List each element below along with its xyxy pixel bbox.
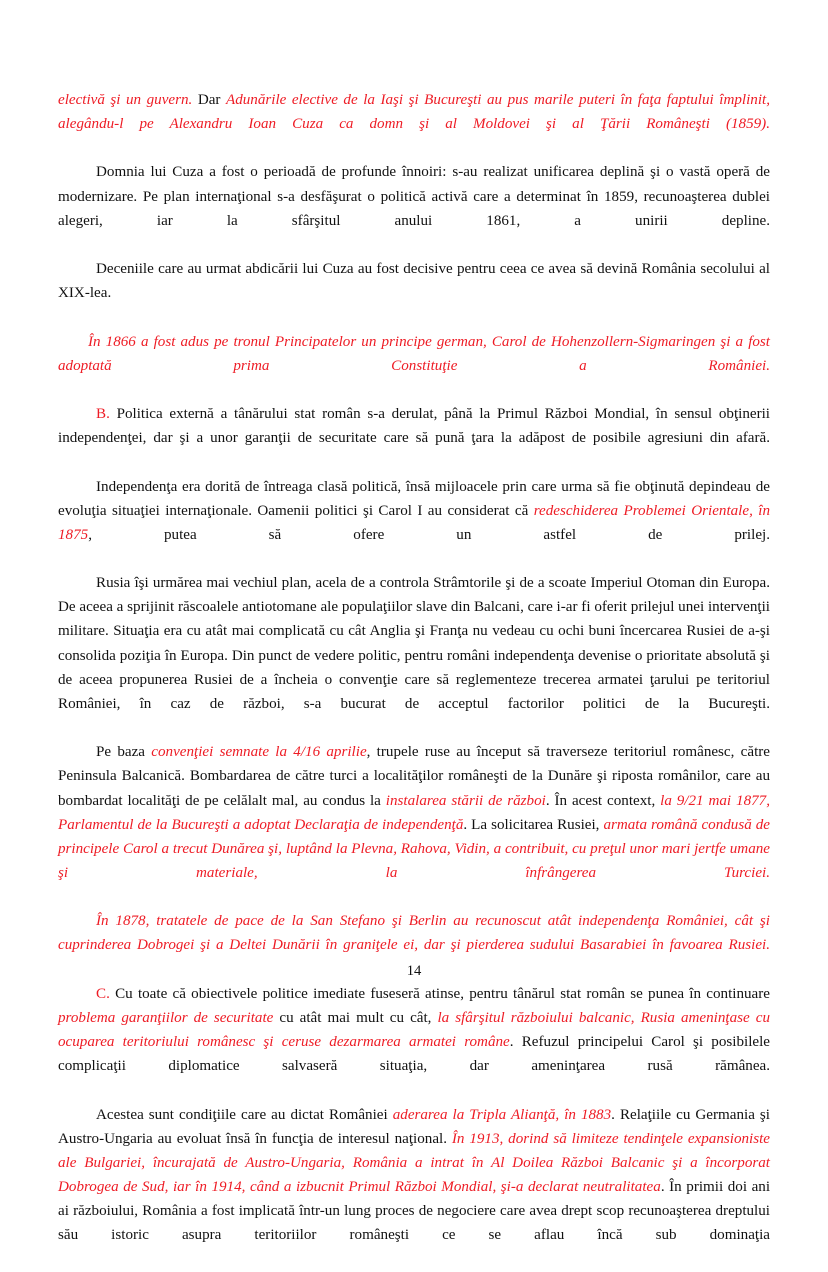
highlighted-text-run: redeschiderea Problemei Orientale, în 1875 [58,502,771,543]
paragraph [58,402,770,474]
paragraph [58,257,770,329]
highlighted-text-run: În 1866 a fost adus pe tronul Principatelor un principe german, Carol de Hohenzollern-Sigmaringen şi a fost adoptată prima Constituţie a României. [58,333,770,374]
paragraph [58,475,770,572]
highlighted-text-run: la sfârşitul războiului balcanic, Rusia ameninţase cu ocuparea teritoriului românesc şi ceruse dezarmarea armatei române [58,1009,770,1051]
text-run: Independenţa era dorită de întreaga clasă politică, însă mijloacele prin care urma să fie obţinută depindeau de evoluţia situaţiei internaţionale. Oamenii politici şi Carol I au considerat că [58,478,770,519]
text-run: Cu toate că obiectivele politice imediate fuseseră atinse, pentru tânărul stat român se punea în continuare [109,985,770,1002]
paragraph [58,330,770,402]
text-run: . În acest context, [545,792,661,809]
highlighted-text-run: convenţiei semnate la 4/16 aprilie [151,744,367,761]
highlighted-text-run: Adunările elective de la Iaşi şi Bucureşti au pus marile puteri în faţa faptului împlinit, alegându-l pe Alexandru Ioan Cuza ca domn şi al Moldovei şi al Ţării Româneşti (1859). [58,92,770,133]
text-run: Politica externă a tânărului stat român s-a derulat, până la Primul Război Mondial, în sensul obţinerii independenţei, dar şi a unor garanţii de securitate care să pună ţara la adăpost de posibile agresiuni din afară. [58,406,770,447]
highlighted-text-run: instalarea stării de război [385,792,546,809]
page-number: 14 [406,963,422,979]
text-run: . În primii doi ani ai războiului, România a fost implicată într-un lung proces de negociere care avea drept scop recunoaşterea dreptului său istoric asupra teritoriilor româneşti ce se aflau încă sub dominaţia [58,1179,771,1244]
paragraph [58,160,770,257]
text-run: Dar [192,92,226,108]
paragraph [58,982,770,1103]
text-run: . Refuzul principelui Carol şi posibilele complicaţii diplomatice salvaseră situaţia, dar ameninţarea rusă rămânea. [58,1034,770,1075]
page-body-text [58,88,770,1272]
text-run: , trupele ruse au început să traverseze teritoriul românesc, către Peninsula Balcanică. Bombardarea de către turci a localităţilor româneşti de la Dunăre şi riposta românilor, care au bombardat localităţi de pe celălalt mal, au condus la [58,744,770,809]
highlighted-text-run: armata română condusă de principele Carol a trecut Dunărea şi, luptând la Plevna, Rahova, Vidin, a contribuit, cu preţul unor mari jertfe umane şi materiale, la înfrângerea Turciei. [58,816,771,881]
text-run: Pe baza [96,744,152,761]
highlighted-text-run: aderarea la Tripla Alianţă, în 1883 [392,1106,612,1123]
highlighted-text-run: În 1913, dorind să limiteze tendinţele expansioniste ale Bulgariei, încurajată de Austro-Ungaria, România a intrat în Al Doilea Război Balcanic şi a încorporat Dobrogea de Sud, iar în 1914, când a izbucnit Primul Război Mondial, şi-a declarat neutralitatea [58,1130,770,1196]
paragraph [58,571,770,740]
highlighted-text-run: problema garanţiilor de securitate [58,1009,274,1026]
text-run: Acestea sunt condiţiile care au dictat României [96,1106,393,1123]
paragraph [58,740,770,909]
text-run: Rusia îşi urmărea mai vechiul plan, acela de a controla Strâmtorile şi de a scoate Imperiul Otoman din Europa. De aceea a sprijinit răscoalele antiotomane ale populaţiilor slave din Balcani, care i-ar fi oferit prilejul unei intervenţii militare. Situaţia era cu atât mai complicată cu cât Anglia şi Franţa nu vedeau cu ochi buni încercarea Rusiei de a-şi consolida poziţia în Europa. Din punct de vedere politic, pentru români independenţa devenise o prioritate absolută şi de aceea propunerea Rusiei de a încheia o convenţie care să reglementeze trecerea armatei ţarului pe teritoriul României, în caz de război, s-a bucurat de acceptul factorilor politici de la Bucureşti. [58,575,770,712]
highlighted-text-run: În 1878, tratatele de pace de la San Stefano şi Berlin au recunoscut atât independenţa României, cât şi cuprinderea Dobrogei şi a Deltei Dunării în graniţele ei, dar şi pierderea sudului Basarabiei în favoarea Rusiei. [58,913,770,954]
text-run: . Relaţiile cu Germania şi Austro-Ungaria au evoluat însă în funcţia de interesul naţional. [58,1106,770,1147]
highlighted-text-run: C. [96,985,110,1002]
text-run: cu atât mai mult cu cât, [273,1009,438,1026]
text-run: Deceniile care au urmat abdicării lui Cuza au fost decisive pentru ceea ce avea să devină România secolului al XIX-lea. [58,261,770,302]
highlighted-text-run: B. [96,406,110,423]
highlighted-text-run: electivă şi un guvern. [58,92,193,108]
text-run: , putea să ofere un astfel de prilej. [88,526,770,543]
text-run: . La solicitarea Rusiei, [463,816,604,833]
paragraph [58,88,770,160]
highlighted-text-run: la 9/21 mai 1877, Parlamentul de la Bucureşti a adoptat Declaraţia de independenţă [58,792,770,833]
text-run: Domnia lui Cuza a fost o perioadă de profunde înnoiri: s-au realizat unificarea deplină şi o vastă operă de modernizare. Pe plan internaţional s-a desfăşurat o politică activă care a determinat în 1859, recunoaşterea dublei alegeri, iar la sfârşitul anului 1861, a unirii depline. [58,164,770,229]
paragraph [58,1103,770,1272]
